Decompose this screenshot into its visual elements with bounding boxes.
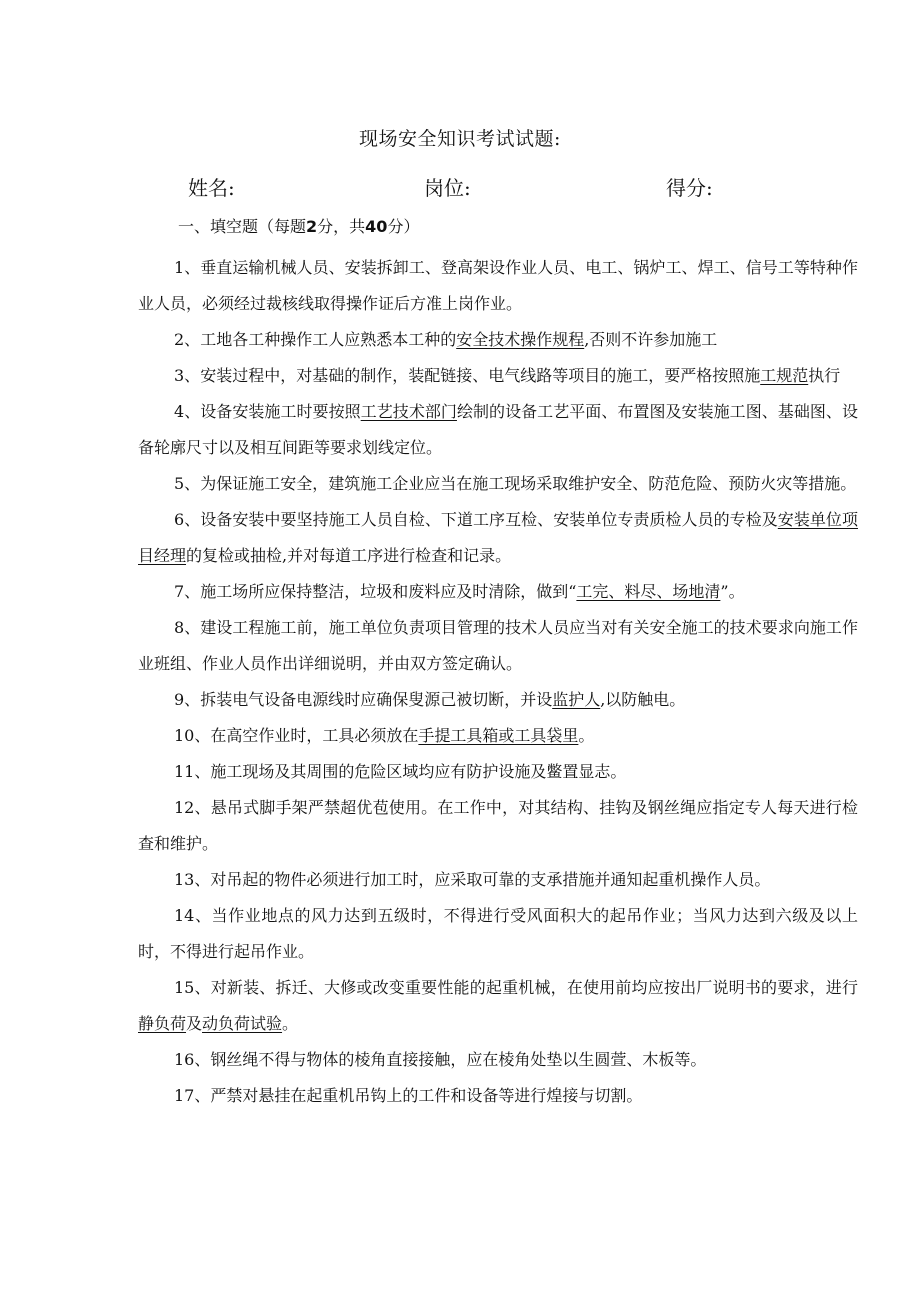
answer-blank: 安装单位项目经理	[138, 510, 858, 565]
question-number: 1、	[174, 258, 201, 277]
question-item	[138, 322, 858, 358]
question-item	[138, 250, 858, 322]
question-text: 垂直运输机械人员、安装拆卸工、登高架设作业人员、电工、锅炉工、焊工、信号工等特种作业人员，必须经过裁核线取得操作证后方准上岗作业。	[138, 258, 858, 313]
question-item	[138, 682, 858, 718]
question-text: 设备安装中要坚持施工人员自检、下道工序互检、安装单位专责质检人员的专检及	[200, 510, 778, 529]
question-number: 3、	[174, 366, 201, 385]
question-number: 7、	[174, 582, 201, 601]
question-item	[138, 1078, 858, 1114]
question-number: 16、	[174, 1050, 211, 1069]
answer-blank: 手提工具箱或工具袋里	[418, 726, 579, 745]
section-prefix: 一、填空题（每题	[178, 217, 307, 236]
question-number: 8、	[174, 618, 201, 637]
question-text: 及	[186, 1014, 203, 1033]
question-text: 悬吊式脚手架严禁超优苞使用。在工作中，对其结构、挂钩及钢丝绳应指定专人每天进行检查和维护。	[138, 798, 858, 853]
question-text: 施工场所应保持整洁，垃圾和废料应及时清除，做到“	[200, 582, 577, 601]
question-text: 绘制的设备工艺平面、布置图及安装施工图、基础图、设备轮廓尺寸以及相互间距等要求划线定位。	[138, 402, 858, 457]
answer-blank: 监护人	[552, 690, 601, 709]
answer-blank: 工规范	[760, 366, 809, 385]
score-label: 得分:	[666, 176, 713, 200]
question-number: 11、	[174, 762, 211, 781]
question-text: 。	[578, 726, 595, 745]
question-item	[138, 466, 858, 502]
section-points-each: 2	[306, 217, 318, 236]
answer-blank: 工完、料尽、场地清	[576, 582, 721, 601]
question-number: 4、	[174, 402, 201, 421]
question-text: 严禁对悬挂在起重机吊钩上的工件和设备等进行煌接与切割。	[210, 1086, 643, 1105]
question-text: ,否则不许参加施工	[584, 330, 718, 349]
name-label: 姓名:	[188, 176, 235, 200]
question-number: 13、	[174, 870, 211, 889]
question-text: 执行	[808, 366, 841, 385]
question-item	[138, 502, 858, 574]
answer-blank: 动负荷试验	[202, 1014, 283, 1033]
question-text: 设备安装施工时要按照	[200, 402, 361, 421]
question-item	[138, 862, 858, 898]
answer-blank: 工艺技术部门	[360, 402, 457, 421]
question-item	[138, 790, 858, 862]
section-total: 40	[365, 217, 388, 236]
question-number: 15、	[174, 978, 211, 997]
answer-blank: 安全技术操作规程	[456, 330, 585, 349]
section-suffix: 分）	[387, 217, 420, 236]
section-heading	[178, 214, 419, 237]
question-number: 14、	[174, 906, 212, 925]
question-item	[138, 574, 858, 610]
question-item	[138, 610, 858, 682]
question-text: 在高空作业时，工具必须放在	[210, 726, 419, 745]
question-item	[138, 718, 858, 754]
question-text: 施工现场及其周围的危险区域均应有防护设施及鳖置显志。	[210, 762, 627, 781]
question-text: 的复检或抽检,并对每道工序进行检查和记录。	[186, 546, 512, 565]
question-text: 为保证施工安全，建筑施工企业应当在施工现场采取维护安全、防范危险、预防火灾等措施。	[200, 474, 857, 493]
question-item	[138, 358, 858, 394]
question-item	[138, 394, 858, 466]
question-number: 17、	[174, 1086, 211, 1105]
question-text: 对吊起的物件必须进行加工时，应采取可靠的支承措施并通知起重机操作人员。	[210, 870, 771, 889]
question-item	[138, 898, 858, 970]
page-title: 现场安全知识考试试题:	[359, 128, 561, 150]
question-number: 12、	[174, 798, 211, 817]
question-text: 建设工程施工前，施工单位负责项目管理的技术人员应当对有关安全施工的技术要求向施工作业班组、作业人员作出详细说明，并由双方签定确认。	[138, 618, 858, 673]
question-text: 拆装电气设备电源线时应确保叟源己被切断，并设	[200, 690, 553, 709]
answer-blank: 静负荷	[138, 1014, 187, 1033]
question-number: 2、	[174, 330, 201, 349]
question-text: 工地各工种操作工人应熟悉本工种的	[200, 330, 457, 349]
question-number: 5、	[174, 474, 201, 493]
section-mid: 分，共	[317, 217, 366, 236]
question-text: ”。	[720, 582, 745, 601]
question-item	[138, 754, 858, 790]
question-text: 钢丝绳不得与物体的棱角直接接触，应在棱角处垫以生圆萱、木板等。	[210, 1050, 707, 1069]
question-item	[138, 1042, 858, 1078]
question-text: 。	[282, 1014, 299, 1033]
question-number: 9、	[174, 690, 201, 709]
question-text: 安装过程中，对基础的制作，装配链接、电气线路等项目的施工，要严格按照施	[200, 366, 761, 385]
question-text: 当作业地点的风力达到五级时，不得进行受风面积大的起吊作业；当风力达到六级及以上时，不得进行起吊作业。	[138, 906, 858, 961]
question-item	[138, 970, 858, 1042]
question-number: 6、	[174, 510, 201, 529]
position-label: 岗位:	[424, 176, 471, 200]
question-text: 对新装、拆迁、大修或改变重要性能的起重机械，在使用前均应按出厂说明书的要求，进行	[210, 978, 858, 997]
question-number: 10、	[174, 726, 211, 745]
question-list	[138, 250, 858, 1114]
question-text: ,以防触电。	[600, 690, 686, 709]
